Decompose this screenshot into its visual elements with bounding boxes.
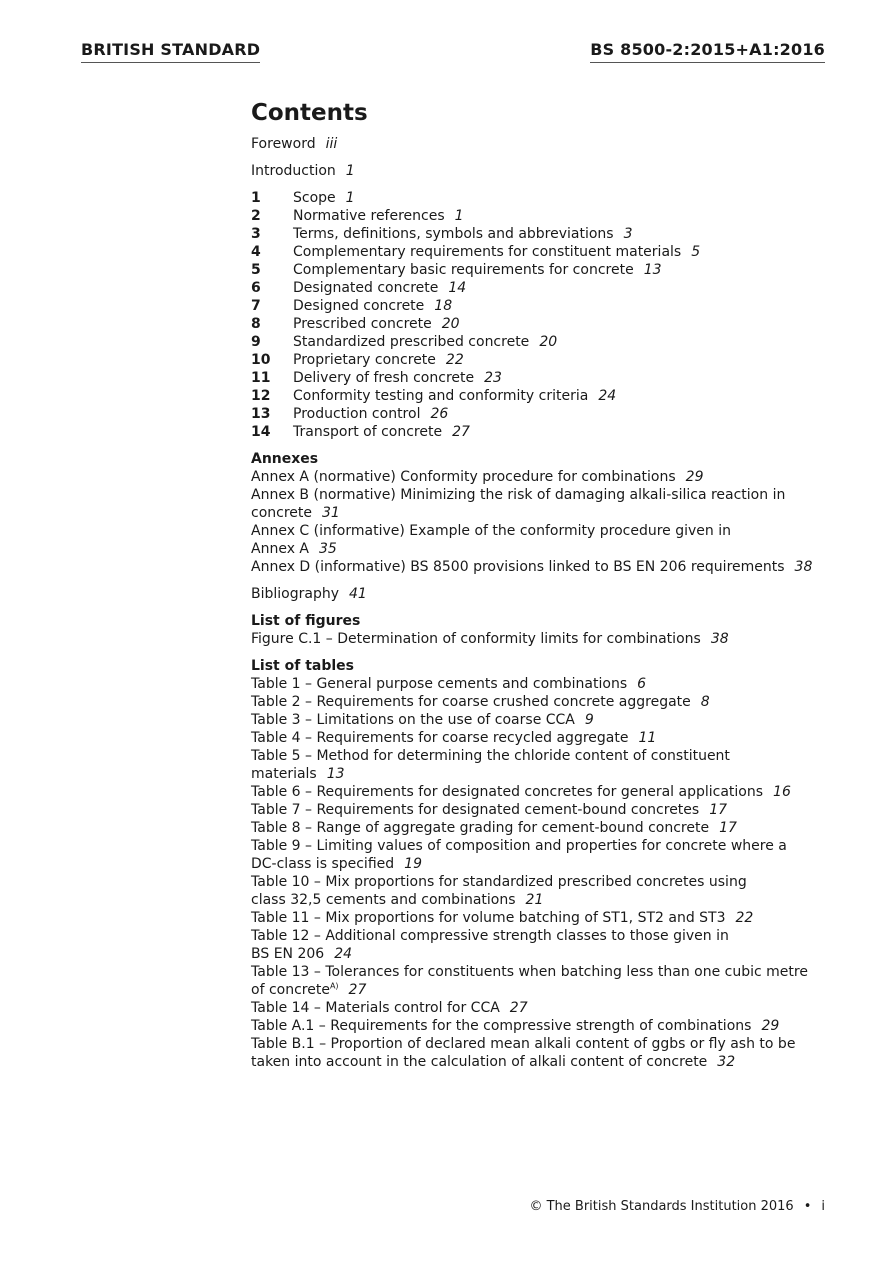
toc-entry-text: class 32,5 cements and combinations [251, 892, 516, 908]
toc-entry-line [251, 891, 831, 909]
toc-entry-text: Table B.1 – Proportion of declared mean alkali content of ggbs or fly ash to be [251, 1036, 796, 1052]
figure-list [251, 630, 831, 648]
toc-entry-text: Table 6 – Requirements for designated concretes for general applications [251, 784, 764, 800]
toc-entry-text: Annex B (normative) Minimizing the risk of damaging alkali-silica reaction in [251, 487, 786, 503]
toc-entry-clause[interactable] [251, 315, 831, 333]
clause-number: 13 [251, 406, 271, 422]
clause-title: Designated concrete [293, 280, 439, 296]
clause-number: 10 [251, 352, 271, 368]
clause-number: 7 [251, 298, 261, 314]
toc-entry-text: Table 8 – Range of aggregate grading for cement-bound concrete [251, 820, 710, 836]
clause-title-line [293, 189, 355, 207]
toc-entry-line [251, 711, 831, 729]
clause-title-line [293, 243, 700, 261]
toc-entry-line [251, 819, 831, 837]
toc-entry-clause[interactable] [251, 261, 831, 279]
toc-entry-page: 20 [539, 334, 558, 350]
clause-title-line [293, 387, 616, 405]
toc-entry-table[interactable] [251, 747, 831, 783]
annexes-heading: Annexes [251, 451, 319, 467]
toc-entry-table[interactable] [251, 819, 831, 837]
toc-entry-text: Table 5 – Method for determining the chloride content of constituent [251, 748, 730, 764]
clause-number: 1 [251, 190, 261, 206]
toc-entry-page: 21 [525, 892, 544, 908]
clause-title-line [293, 315, 460, 333]
toc-entry-text: DC-class is specified [251, 856, 395, 872]
toc-entry-line [251, 747, 831, 765]
toc-entry-table[interactable] [251, 963, 831, 999]
clause-title: Conformity testing and conformity criteria [293, 388, 589, 404]
clause-title: Normative references [293, 208, 445, 224]
toc-entry-clause[interactable] [251, 207, 831, 225]
header-document-number: BS 8500-2:2015+A1:2016 [590, 40, 825, 63]
toc-entry-clause[interactable] [251, 387, 831, 405]
toc-entry-line [251, 981, 831, 999]
toc-entry-line [251, 630, 831, 648]
toc-entry-page: 13 [643, 262, 662, 278]
toc-entry-table[interactable] [251, 837, 831, 873]
clause-title: Complementary basic requirements for concrete [293, 262, 634, 278]
toc-entry-text: Table A.1 – Requirements for the compressive strength of combinations [251, 1018, 752, 1034]
toc-entry-page: 16 [773, 784, 791, 800]
annex-list [251, 468, 831, 576]
toc-entry-introduction[interactable] [251, 162, 831, 180]
toc-entry-table[interactable] [251, 711, 831, 729]
toc-entry-line [251, 945, 831, 963]
toc-entry-table[interactable] [251, 693, 831, 711]
toc-entry-text: Table 7 – Requirements for designated cement-bound concretes [251, 802, 700, 818]
toc-entry-page: 17 [719, 820, 737, 836]
tables-heading: List of tables [251, 658, 354, 674]
clause-title: Production control [293, 406, 421, 422]
toc-entry-text: Table 3 – Limitations on the use of coarse CCA [251, 712, 575, 728]
toc-entry-table[interactable] [251, 873, 831, 909]
toc-entry-text: Annex A (normative) Conformity procedure for combinations [251, 469, 676, 485]
toc-entry-label: Introduction [251, 163, 336, 179]
toc-entry-text: Table 10 – Mix proportions for standardized prescribed concretes using [251, 874, 747, 890]
toc-entry-text: concrete [251, 505, 312, 521]
toc-entry-page: 27 [452, 424, 470, 440]
clause-list [251, 189, 831, 441]
toc-entry-clause[interactable] [251, 279, 831, 297]
toc-entry-text: BS EN 206 [251, 946, 325, 962]
clause-number: 6 [251, 280, 261, 296]
clause-number: 8 [251, 316, 261, 332]
toc-entry-table[interactable] [251, 999, 831, 1017]
contents-section [251, 98, 831, 1080]
figures-heading: List of figures [251, 613, 361, 629]
toc-entry-clause[interactable] [251, 351, 831, 369]
clause-title: Complementary requirements for constituent materials [293, 244, 682, 260]
toc-entry-page: 27 [509, 1000, 528, 1016]
toc-entry-line [251, 504, 831, 522]
toc-entry-page: 24 [598, 388, 617, 404]
toc-entry-page: 27 [348, 982, 367, 998]
toc-entry-line [251, 675, 831, 693]
clause-title-line [293, 423, 470, 441]
toc-entry-label: Bibliography [251, 586, 339, 602]
clause-title-line [293, 333, 557, 351]
toc-entry-page: 17 [709, 802, 728, 818]
toc-entry-table[interactable] [251, 801, 831, 819]
toc-entry-foreword[interactable] [251, 135, 831, 153]
toc-entry-text: taken into account in the calculation of alkali content of concrete [251, 1054, 708, 1070]
toc-entry-page: 11 [638, 730, 657, 746]
toc-entry-clause[interactable] [251, 369, 831, 387]
toc-entry-line [251, 765, 831, 783]
page-title: Contents [251, 100, 368, 126]
toc-entry-clause[interactable] [251, 405, 831, 423]
toc-entry-annex[interactable] [251, 522, 831, 558]
toc-entry-page: 8 [700, 694, 710, 710]
clause-title-line [293, 225, 633, 243]
toc-entry-line [251, 522, 831, 540]
toc-entry-text: of concrete [251, 982, 330, 998]
toc-entry-clause[interactable] [251, 297, 831, 315]
toc-entry-text: Table 1 – General purpose cements and combinations [251, 676, 628, 692]
clause-number: 14 [251, 424, 271, 440]
toc-entry-clause[interactable] [251, 333, 831, 351]
toc-entry-table[interactable] [251, 927, 831, 963]
clause-number: 9 [251, 334, 261, 350]
clause-title-line [293, 261, 662, 279]
toc-entry-line [251, 873, 831, 891]
toc-entry-text: Table 12 – Additional compressive strength classes to those given in [251, 928, 729, 944]
toc-entry-page: 18 [434, 298, 453, 314]
toc-entry-line [251, 801, 831, 819]
toc-entry-text: materials [251, 766, 317, 782]
clause-number: 11 [251, 370, 271, 386]
toc-entry-table[interactable] [251, 729, 831, 747]
toc-entry-page: 22 [735, 910, 754, 926]
toc-entry-page: 1 [454, 208, 464, 224]
toc-entry-line [251, 1035, 831, 1053]
toc-entry-line [251, 693, 831, 711]
page-number: i [821, 1199, 825, 1214]
toc-entry-page: 20 [441, 316, 460, 332]
clause-title: Transport of concrete [293, 424, 443, 440]
toc-entry-page: 14 [448, 280, 467, 296]
toc-entry-page: 19 [404, 856, 422, 872]
clause-title: Proprietary concrete [293, 352, 436, 368]
clause-number: 12 [251, 388, 271, 404]
toc-entry-figure[interactable] [251, 630, 831, 648]
toc-entry-line [251, 783, 831, 801]
toc-entry-text: Table 11 – Mix proportions for volume batching of ST1, ST2 and ST3 [251, 910, 726, 926]
toc-entry-line [251, 963, 831, 981]
annexes-group [251, 450, 831, 576]
toc-entry-line [251, 927, 831, 945]
toc-entry-page: 41 [349, 586, 367, 602]
toc-entry-page: 1 [345, 190, 355, 206]
clause-title: Scope [293, 190, 336, 206]
clause-number: 2 [251, 208, 261, 224]
clause-title-line [293, 297, 452, 315]
toc-entry-page: 29 [761, 1018, 780, 1034]
toc-entry-table[interactable] [251, 1035, 831, 1071]
toc-entry-page: 5 [691, 244, 701, 260]
toc-entry-line [251, 468, 831, 486]
toc-entry-line [251, 1053, 831, 1071]
figures-group [251, 612, 831, 648]
toc-entry-table[interactable] [251, 675, 831, 693]
toc-entry-page: 22 [445, 352, 464, 368]
toc-entry-annex[interactable] [251, 468, 831, 486]
toc-entry-text: Table 14 – Materials control for CCA [251, 1000, 500, 1016]
toc-entry-page: 13 [326, 766, 345, 782]
toc-entry-page: 35 [319, 541, 337, 557]
toc-entry-page: 26 [430, 406, 449, 422]
clause-number: 4 [251, 244, 261, 260]
toc-entry-page: 6 [637, 676, 647, 692]
toc-entry-line [251, 999, 831, 1017]
clause-title: Prescribed concrete [293, 316, 432, 332]
clause-title-line [293, 351, 464, 369]
clause-title-line [293, 207, 464, 225]
toc-entry-text: Figure C.1 – Determination of conformity limits for combinations [251, 631, 701, 647]
table-list [251, 675, 831, 1071]
toc-entry-page: 29 [685, 469, 704, 485]
toc-entry-text: Table 4 – Requirements for coarse recycled aggregate [251, 730, 629, 746]
toc-entry-text: Annex C (informative) Example of the conformity procedure given in [251, 523, 731, 539]
page-footer [529, 1199, 825, 1214]
toc-entry-page: 24 [334, 946, 353, 962]
toc-entry-line [251, 540, 831, 558]
toc-entry-page: 31 [322, 505, 340, 521]
toc-entry-line [251, 486, 831, 504]
clause-title: Standardized prescribed concrete [293, 334, 530, 350]
toc-entry-page: 9 [584, 712, 594, 728]
clause-number: 3 [251, 226, 261, 242]
clause-title: Delivery of fresh concrete [293, 370, 475, 386]
tables-group [251, 657, 831, 1071]
footnote-marker: A) [329, 981, 339, 991]
toc-entry-clause[interactable] [251, 189, 831, 207]
clause-title-line [293, 279, 466, 297]
toc-entry-page: 38 [794, 559, 813, 575]
toc-entry-annex[interactable] [251, 558, 831, 576]
clause-title-line [293, 405, 448, 423]
header-standard-label: BRITISH STANDARD [81, 40, 260, 63]
toc-entry-table[interactable] [251, 783, 831, 801]
clause-title: Designed concrete [293, 298, 425, 314]
toc-entry-annex[interactable] [251, 486, 831, 522]
toc-entry-clause[interactable] [251, 243, 831, 261]
toc-entry-text: Table 9 – Limiting values of composition and properties for concrete where a [251, 838, 787, 854]
toc-entry-line [251, 558, 831, 576]
toc-entry-text: Table 2 – Requirements for coarse crushed concrete aggregate [251, 694, 691, 710]
toc-entry-label: Foreword [251, 136, 316, 152]
toc-entry-page: 23 [484, 370, 502, 386]
toc-entry-table[interactable] [251, 909, 831, 927]
toc-entry-bibliography[interactable] [251, 585, 831, 603]
clause-title-line [293, 369, 502, 387]
toc-entry-clause[interactable] [251, 423, 831, 441]
clause-number: 5 [251, 262, 261, 278]
toc-entry-line [251, 837, 831, 855]
toc-entry-text: Table 13 – Tolerances for constituents when batching less than one cubic metre [251, 964, 808, 980]
toc-entry-line [251, 729, 831, 747]
toc-entry-table[interactable] [251, 1017, 831, 1035]
toc-entry-line [251, 855, 831, 873]
toc-entry-page: iii [325, 136, 338, 152]
toc-entry-line [251, 1017, 831, 1035]
toc-entry-page: 38 [710, 631, 729, 647]
toc-entry-line [251, 909, 831, 927]
toc-entry-text: Annex D (informative) BS 8500 provisions linked to BS EN 206 requirements [251, 559, 785, 575]
copyright-notice: © The British Standards Institution 2016 [529, 1199, 794, 1214]
toc-entry-text: Annex A [251, 541, 310, 557]
bullet-separator: • [803, 1199, 812, 1214]
toc-entry-page: 1 [345, 163, 355, 179]
clause-title: Terms, definitions, symbols and abbreviations [293, 226, 614, 242]
toc-entry-page: 3 [623, 226, 633, 242]
toc-entry-clause[interactable] [251, 225, 831, 243]
toc-entry-page: 32 [717, 1054, 736, 1070]
